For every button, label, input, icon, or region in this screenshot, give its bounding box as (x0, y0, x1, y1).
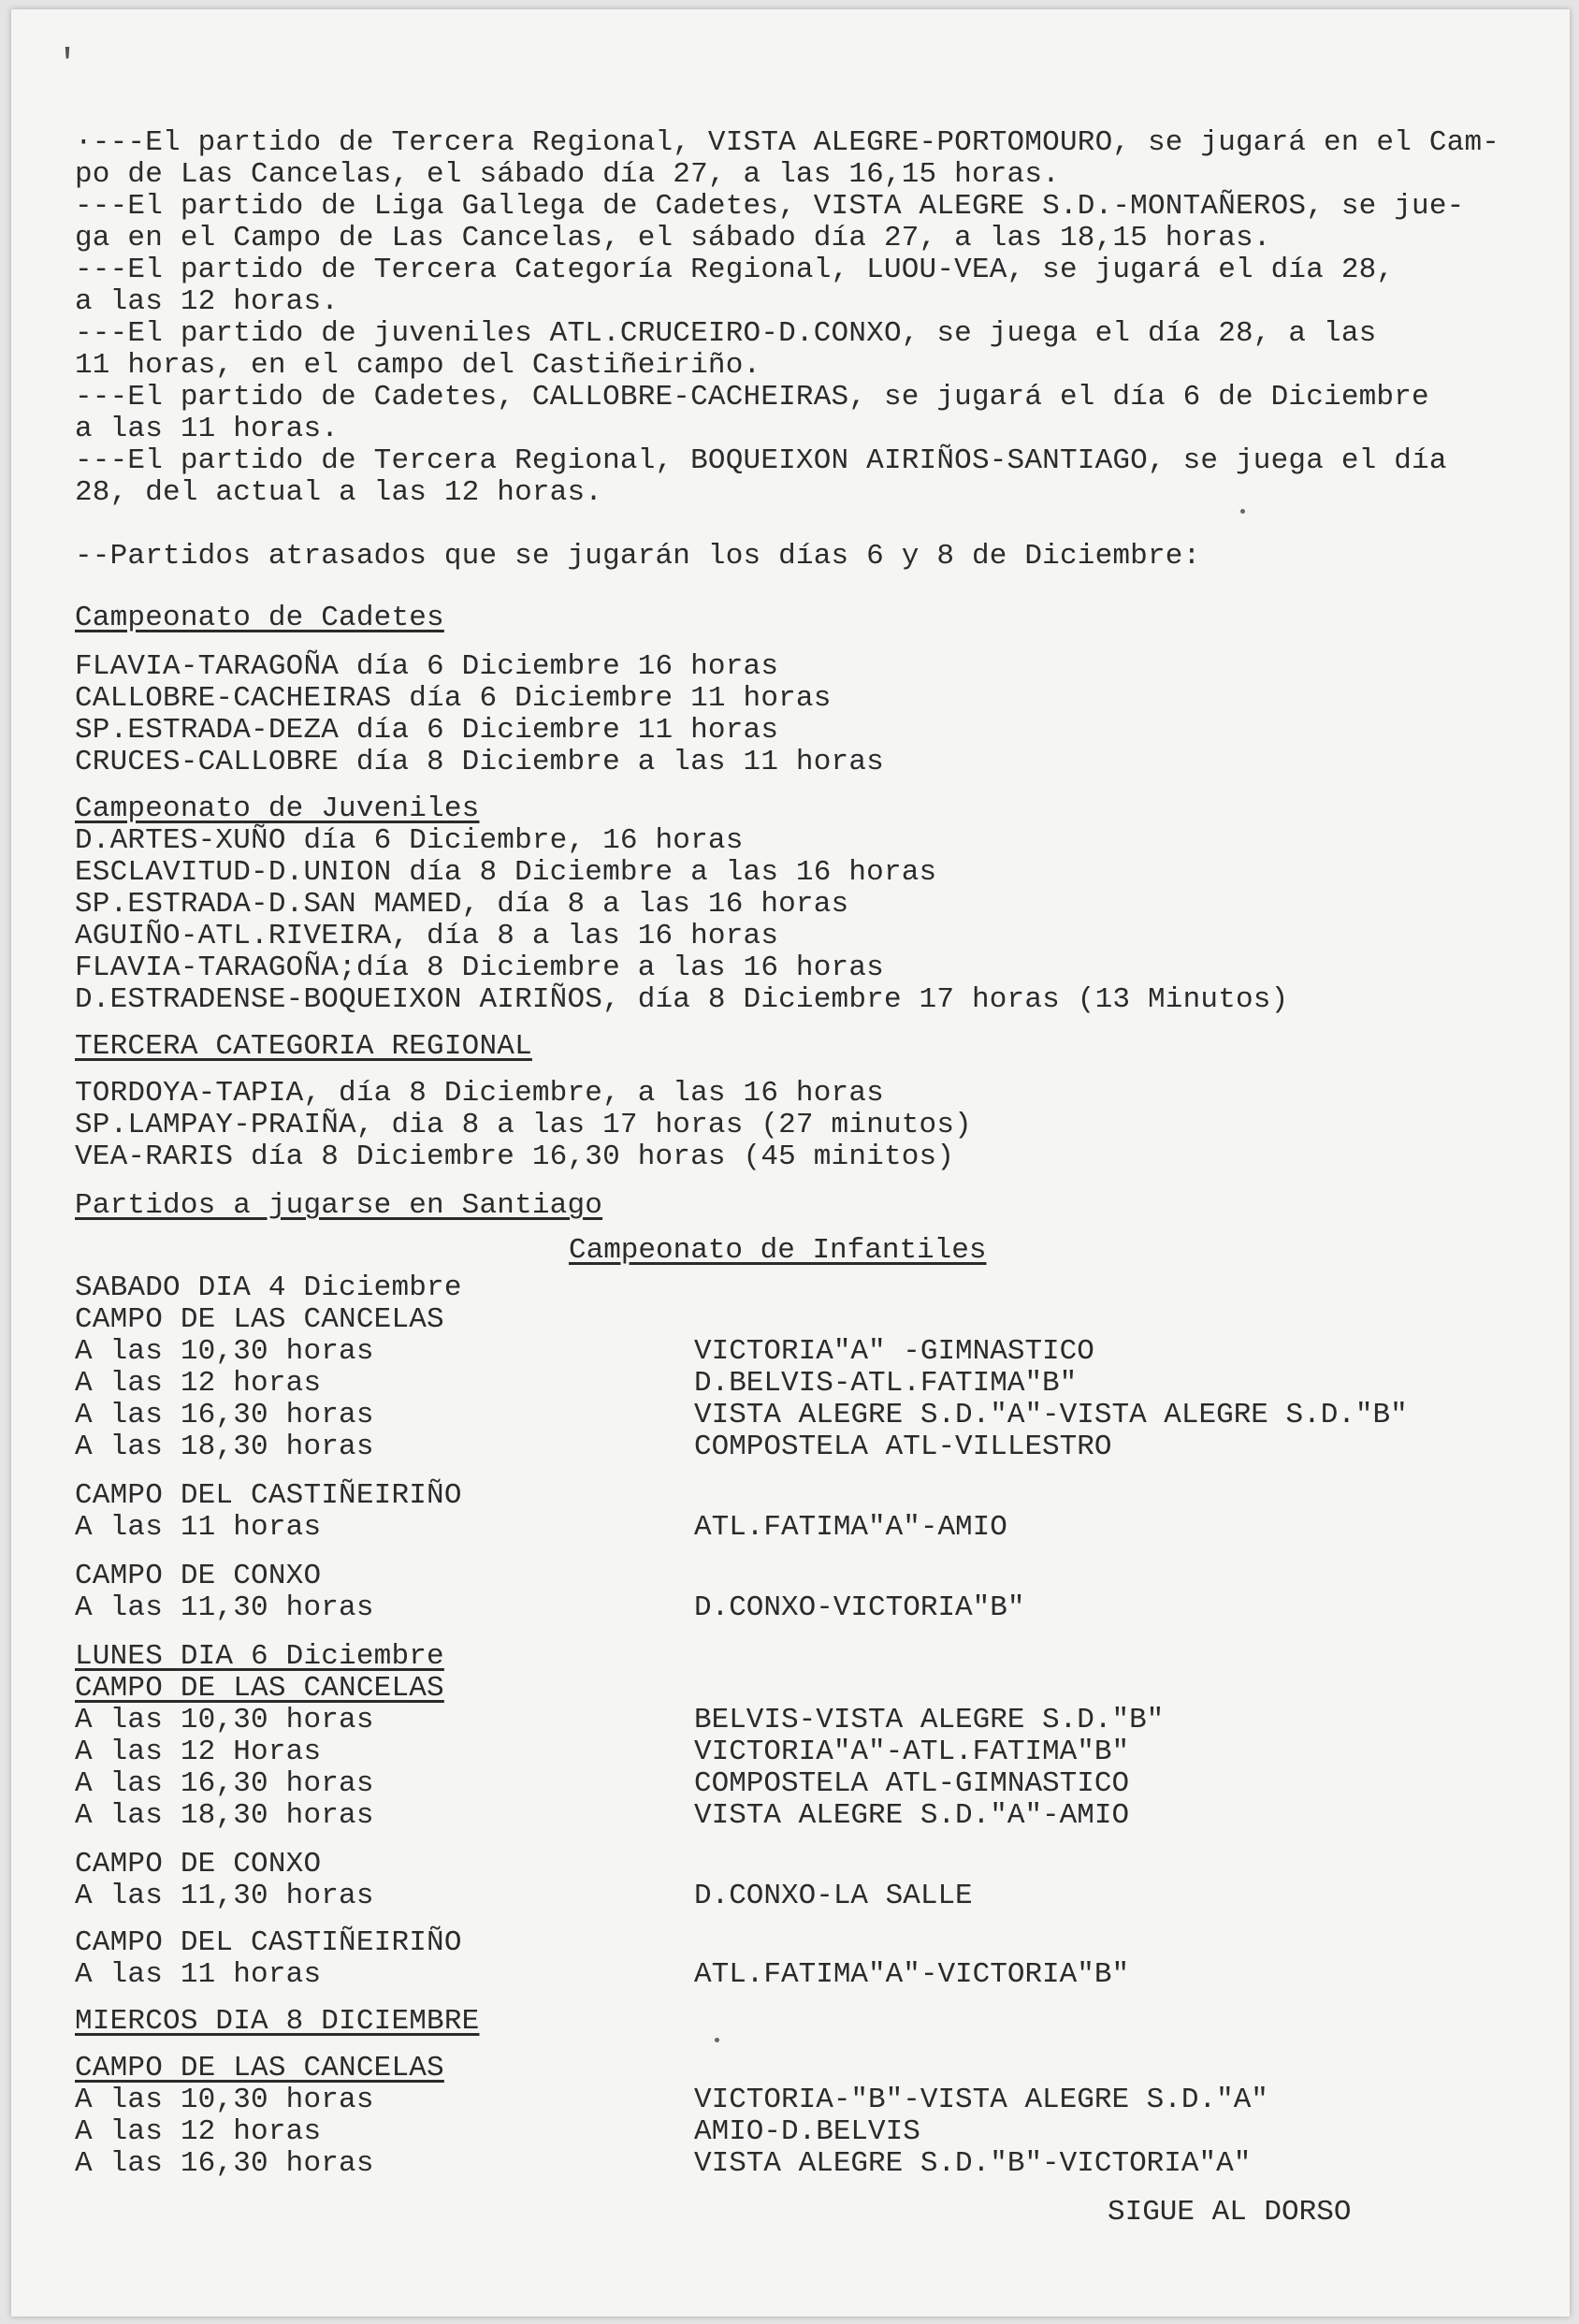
sabado-game: D.BELVIS-ATL.FATIMA"B" (694, 1367, 1078, 1400)
lunes-campo: CAMPO DE CONXO (75, 1848, 322, 1881)
cadetes-title: Campeonato de Cadetes (75, 602, 444, 634)
lunes-game: VICTORIA"A"-ATL.FATIMA"B" (694, 1736, 1130, 1768)
miercoles-time: A las 16,30 horas (75, 2147, 374, 2180)
lunes-game: VISTA ALEGRE S.D."A"-AMIO (694, 1799, 1130, 1832)
cadetes-line: SP.ESTRADA-DEZA día 6 Diciembre 11 horas (75, 714, 779, 747)
intro-line: ---El partido de Liga Gallega de Cadetes, VISTA ALEGRE S.D.-MONTAÑEROS, se jue- (75, 190, 1465, 223)
intro-line: ·---El partido de Tercera Regional, VISTA ALEGRE-PORTOMOURO, se jugará en el Cam- (75, 126, 1500, 159)
margin-mark: ' (56, 44, 80, 86)
juveniles-line: SP.ESTRADA-D.SAN MAMED, día 8 a las 16 horas (75, 888, 849, 921)
tercera-line: VEA-RARIS día 8 Diciembre 16,30 horas (45 minitos) (75, 1140, 955, 1173)
intro-line: po de Las Cancelas, el sábado día 27, a las 16,15 horas. (75, 158, 1060, 191)
lunes-campo: CAMPO DE LAS CANCELAS (75, 1672, 444, 1705)
atrasados-title: --Partidos atrasados que se jugarán los días 6 y 8 de Diciembre: (75, 540, 1201, 573)
lunes-game: COMPOSTELA ATL-GIMNASTICO (694, 1767, 1130, 1800)
miercoles-game: AMIO-D.BELVIS (694, 2115, 920, 2148)
lunes-campo: CAMPO DEL CASTIÑEIRIÑO (75, 1926, 462, 1959)
sabado-campo: CAMPO DE CONXO (75, 1560, 322, 1592)
ink-speck (715, 2038, 719, 2042)
sabado-game: VISTA ALEGRE S.D."A"-VISTA ALEGRE S.D."B" (694, 1399, 1408, 1431)
miercoles-game: VICTORIA-"B"-VISTA ALEGRE S.D."A" (694, 2084, 1268, 2116)
sabado-game: D.CONXO-VICTORIA"B" (694, 1591, 1025, 1624)
intro-line: ---El partido de Tercera Categoría Regional, LUOU-VEA, se jugará el día 28, (75, 254, 1395, 286)
miercoles-campo: CAMPO DE LAS CANCELAS (75, 2052, 444, 2084)
juveniles-line: D.ARTES-XUÑO día 6 Diciembre, 16 horas (75, 824, 744, 857)
intro-line: a las 12 horas. (75, 285, 340, 318)
cadetes-line: FLAVIA-TARAGOÑA día 6 Diciembre 16 horas (75, 650, 779, 683)
intro-line: a las 11 horas. (75, 413, 340, 445)
sabado-campo: CAMPO DEL CASTIÑEIRIÑO (75, 1479, 462, 1512)
sabado-time: A las 12 horas (75, 1367, 322, 1400)
juveniles-line: AGUIÑO-ATL.RIVEIRA, día 8 a las 16 horas (75, 920, 779, 952)
tercera-title: TERCERA CATEGORIA REGIONAL (75, 1030, 532, 1063)
intro-line: 11 horas, en el campo del Castiñeiriño. (75, 349, 761, 382)
lunes-time: A las 11 horas (75, 1958, 322, 1991)
footer-note: SIGUE AL DORSO (1108, 2196, 1352, 2229)
sabado-time: A las 16,30 horas (75, 1399, 374, 1431)
cadetes-line: CRUCES-CALLOBRE día 8 Diciembre a las 11 horas (75, 746, 884, 778)
sabado-game: COMPOSTELA ATL-VILLESTRO (694, 1431, 1112, 1463)
lunes-time: A las 10,30 horas (75, 1704, 374, 1736)
intro-line: ga en el Campo de Las Cancelas, el sábado día 27, a las 18,15 horas. (75, 222, 1271, 254)
sabado-game: VICTORIA"A" -GIMNASTICO (694, 1335, 1094, 1368)
ink-speck (1240, 509, 1245, 514)
miercoles-time: A las 12 horas (75, 2115, 322, 2148)
lunes-game: D.CONXO-LA SALLE (694, 1880, 973, 1912)
sabado-time: A las 11 horas (75, 1511, 322, 1544)
lunes-time: A las 18,30 horas (75, 1799, 374, 1832)
tercera-line: SP.LAMPAY-PRAIÑA, dia 8 a las 17 horas (27 minutos) (75, 1109, 972, 1141)
sabado-game: ATL.FATIMA"A"-AMIO (694, 1511, 1007, 1544)
sabado-day: SABADO DIA 4 Diciembre (75, 1271, 462, 1304)
infantiles-title: Campeonato de Infantiles (569, 1234, 987, 1267)
sabado-time: A las 18,30 horas (75, 1431, 374, 1463)
lunes-time: A las 16,30 horas (75, 1767, 374, 1800)
lunes-time: A las 11,30 horas (75, 1880, 374, 1912)
lunes-time: A las 12 Horas (75, 1736, 322, 1768)
document-page (11, 9, 1570, 2317)
juveniles-line: ESCLAVITUD-D.UNION día 8 Diciembre a las 16 horas (75, 856, 937, 889)
miercoles-time: A las 10,30 horas (75, 2084, 374, 2116)
intro-line: ---El partido de juveniles ATL.CRUCEIRO-D.CONXO, se juega el día 28, a las (75, 317, 1377, 350)
intro-line: ---El partido de Cadetes, CALLOBRE-CACHEIRAS, se jugará el día 6 de Diciembre (75, 381, 1429, 414)
intro-line: 28, del actual a las 12 horas. (75, 476, 603, 509)
intro-line: ---El partido de Tercera Regional, BOQUEIXON AIRIÑOS-SANTIAGO, se juega el día (75, 444, 1447, 477)
sabado-time: A las 11,30 horas (75, 1591, 374, 1624)
cadetes-line: CALLOBRE-CACHEIRAS día 6 Diciembre 11 horas (75, 682, 832, 715)
miercoles-day: MIERCOS DIA 8 DICIEMBRE (75, 2005, 480, 2038)
juveniles-line: D.ESTRADENSE-BOQUEIXON AIRIÑOS, día 8 Diciembre 17 horas (13 Minutos) (75, 983, 1289, 1016)
lunes-game: ATL.FATIMA"A"-VICTORIA"B" (694, 1958, 1130, 1991)
sabado-time: A las 10,30 horas (75, 1335, 374, 1368)
lunes-day: LUNES DIA 6 Diciembre (75, 1640, 444, 1673)
lunes-game: BELVIS-VISTA ALEGRE S.D."B" (694, 1704, 1165, 1736)
miercoles-game: VISTA ALEGRE S.D."B"-VICTORIA"A" (694, 2147, 1252, 2180)
sabado-campo: CAMPO DE LAS CANCELAS (75, 1303, 444, 1336)
santiago-title: Partidos a jugarse en Santiago (75, 1189, 603, 1222)
juveniles-title: Campeonato de Juveniles (75, 792, 480, 825)
juveniles-line: FLAVIA-TARAGOÑA;día 8 Diciembre a las 16 horas (75, 951, 884, 984)
tercera-line: TORDOYA-TAPIA, día 8 Diciembre, a las 16 horas (75, 1077, 884, 1110)
